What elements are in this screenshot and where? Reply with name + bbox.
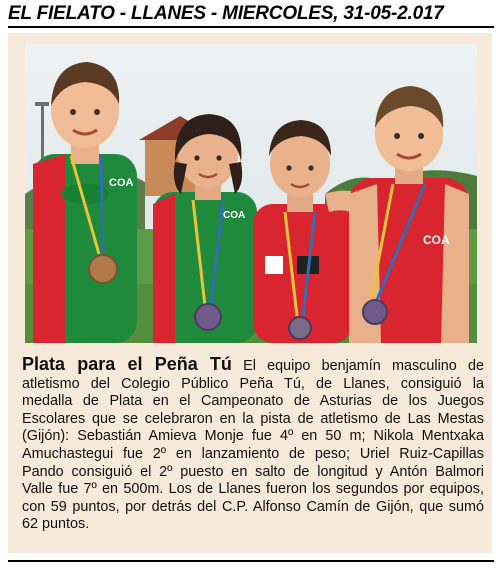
caption-line-10: 62 puntos. — [22, 516, 90, 533]
shirt-print-2: COA — [223, 210, 246, 221]
header-rule — [8, 26, 494, 28]
caption-line-1 — [22, 356, 484, 376]
page-header — [8, 2, 494, 28]
article-caption — [22, 356, 484, 534]
caption-text-1: El equipo benjamín masculino de — [243, 358, 485, 374]
article-headline: Plata para el Peña Tú — [22, 354, 232, 374]
article-photo — [25, 44, 477, 343]
caption-line-3: medalla de Plata en el Campeonato de Asturias de los Juegos — [22, 393, 484, 410]
caption-line-7: Pando consiguió el 2º puesto en salto de longitud y Antón Balmori — [22, 463, 484, 480]
caption-line-4: Escolares que se celebraron en la pista de atletismo de Las Mestas — [22, 410, 484, 427]
lamp-head — [35, 102, 49, 106]
shirt-print-1: COA — [109, 177, 134, 189]
caption-line-8: Valle fue 7º en 500m. Los de Llanes fueron los segundos por equipos, — [22, 481, 484, 498]
footer-rule — [8, 560, 494, 562]
caption-line-9: con 59 puntos, por detrás del C.P. Alfonso Camín de Gijón, que sumó — [22, 498, 484, 515]
photo-illustration — [25, 44, 477, 343]
caption-line-2: atletismo del Colegio Público Peña Tú, de Llanes, consiguió la — [22, 375, 484, 392]
header-dateline: EL FIELATO - LLANES - MIERCOLES, 31-05-2.017 — [8, 3, 444, 24]
caption-line-5: (Gijón): Sebastián Amieva Monje fue 4º en 50 m; Nikola Mentxaka — [22, 428, 484, 445]
shirt-print-4: COA — [423, 233, 450, 247]
caption-line-6: Amuchastegui fue 2º en lanzamiento de peso; Uriel Ruiz-Capillas — [22, 445, 484, 462]
